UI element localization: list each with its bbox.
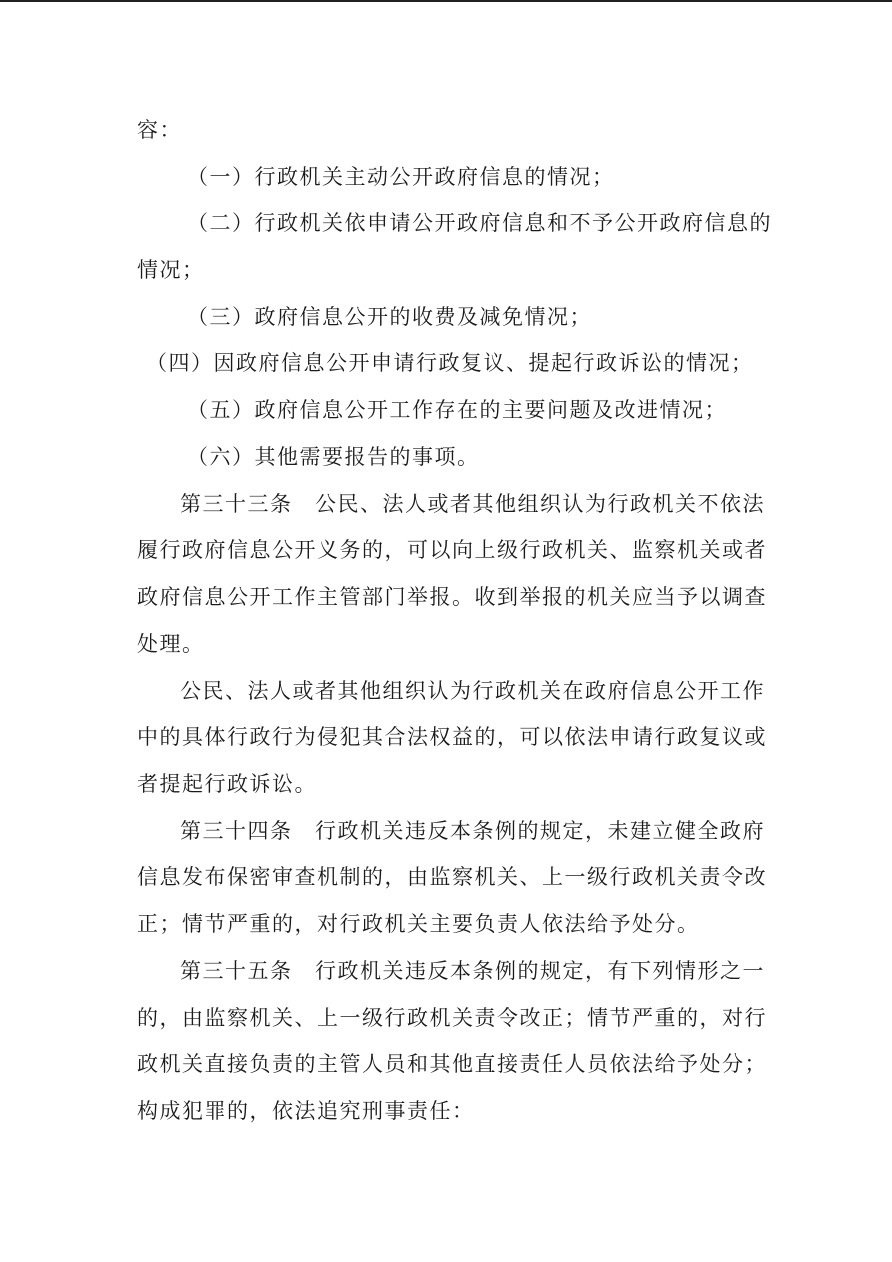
list-item-2: （二）行政机关依申请公开政府信息和不予公开政府信息的 bbox=[187, 211, 772, 235]
article-35-line-3: 政机关直接负责的主管人员和其他直接责任人员依法给予处分； bbox=[137, 1052, 767, 1076]
list-item-3: （三）政府信息公开的收费及减免情况； bbox=[187, 305, 592, 329]
article-34-line-1: 第三十四条 行政机关违反本条例的规定，未建立健全政府 bbox=[180, 819, 765, 843]
article-33-line-2: 履行政府信息公开义务的，可以向上级行政机关、监察机关或者 bbox=[137, 538, 767, 562]
article-33-line-3: 政府信息公开工作主管部门举报。收到举报的机关应当予以调查 bbox=[137, 585, 767, 609]
list-item-6: （六）其他需要报告的事项。 bbox=[187, 445, 480, 469]
article-34-line-2: 信息发布保密审查机制的，由监察机关、上一级行政机关责令改 bbox=[137, 865, 767, 889]
paragraph-line-3: 者提起行政诉讼。 bbox=[137, 772, 317, 796]
article-35-line-4: 构成犯罪的，依法追究刑事责任： bbox=[137, 1099, 475, 1123]
article-35-line-1: 第三十五条 行政机关违反本条例的规定，有下列情形之一 bbox=[180, 959, 765, 983]
paragraph-line-2: 中的具体行政行为侵犯其合法权益的，可以依法申请行政复议或 bbox=[137, 725, 767, 749]
paragraph-line-1: 公民、法人或者其他组织认为行政机关在政府信息公开工作 bbox=[180, 679, 765, 703]
list-item-5: （五）政府信息公开工作存在的主要问题及改进情况； bbox=[187, 398, 727, 422]
article-33-line-1: 第三十三条 公民、法人或者其他组织认为行政机关不依法 bbox=[180, 492, 765, 516]
article-34-line-3: 正；情节严重的，对行政机关主要负责人依法给予处分。 bbox=[137, 912, 700, 936]
article-33-line-4: 处理。 bbox=[137, 632, 205, 656]
list-item-4: （四）因政府信息公开申请行政复议、提起行政诉讼的情况； bbox=[146, 351, 754, 375]
list-item-1: （一）行政机关主动公开政府信息的情况； bbox=[187, 165, 615, 189]
text-line: 容： bbox=[137, 118, 182, 142]
text-line: 情况； bbox=[137, 258, 205, 282]
article-35-line-2: 的，由监察机关、上一级行政机关责令改正；情节严重的，对行 bbox=[137, 1006, 767, 1030]
